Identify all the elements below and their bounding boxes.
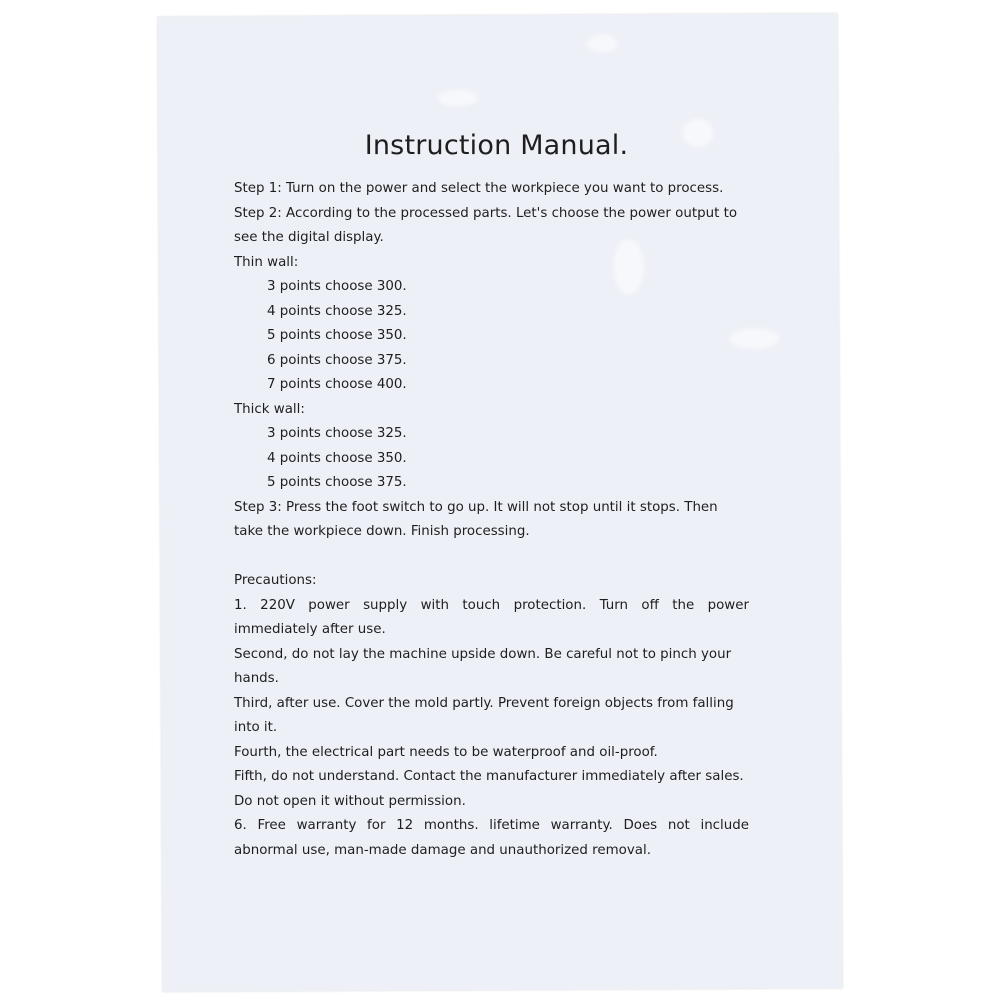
thick-wall-label: Thick wall: [234, 401, 305, 417]
precaution-line: 6. Free warranty for 12 months. lifetime warranty. Does not include [234, 818, 749, 833]
paper-crease [588, 34, 618, 52]
step-2-text: Step 2: According to the processed parts. Let's choose the power output to [234, 205, 738, 221]
thin-wall-item: 7 points choose 400. [267, 377, 407, 392]
precaution-line: abnormal use, man-made damage and unauthorized removal. [234, 842, 651, 858]
step-3-text: take the workpiece down. Finish processing. [234, 524, 530, 539]
precaution-line: hands. [234, 671, 279, 686]
precautions-label: Precautions: [234, 573, 317, 588]
thin-wall-item: 6 points choose 375. [267, 352, 407, 368]
precaution-line: Do not open it without permission. [234, 793, 466, 809]
precaution-line: Second, do not lay the machine upside down. Be careful not to pinch your [234, 646, 732, 662]
precaution-line: immediately after use. [234, 622, 386, 637]
thin-wall-item: 5 points choose 350. [267, 328, 407, 343]
precaution-line: Fifth, do not understand. Contact the manufacturer immediately after sales. [234, 769, 744, 784]
paper-crease [438, 90, 478, 106]
section-spacer [234, 545, 749, 570]
precaution-line: 1. 220V power supply with touch protection. Turn off the power [234, 597, 749, 613]
manual-title: Instruction Manual. [364, 130, 629, 161]
step-1-text: Step 1: Turn on the power and select the workpiece you want to process. [234, 181, 724, 196]
thin-wall-item: 3 points choose 300. [267, 279, 407, 294]
thick-wall-item: 4 points choose 350. [267, 450, 407, 466]
precaution-line: into it. [234, 720, 278, 735]
thick-wall-item: 3 points choose 325. [267, 426, 407, 441]
instruction-manual [234, 130, 749, 863]
thick-wall-item: 5 points choose 375. [267, 475, 407, 490]
step-3-text: Step 3: Press the foot switch to go up. It will not stop until it stops. Then [234, 499, 718, 515]
thin-wall-label: Thin wall: [234, 254, 299, 270]
precaution-line: Third, after use. Cover the mold partly. Prevent foreign objects from falling [234, 695, 734, 711]
thin-wall-item: 4 points choose 325. [267, 303, 407, 319]
step-2-text: see the digital display. [234, 230, 384, 245]
precaution-line: Fourth, the electrical part needs to be waterproof and oil-proof. [234, 744, 658, 760]
